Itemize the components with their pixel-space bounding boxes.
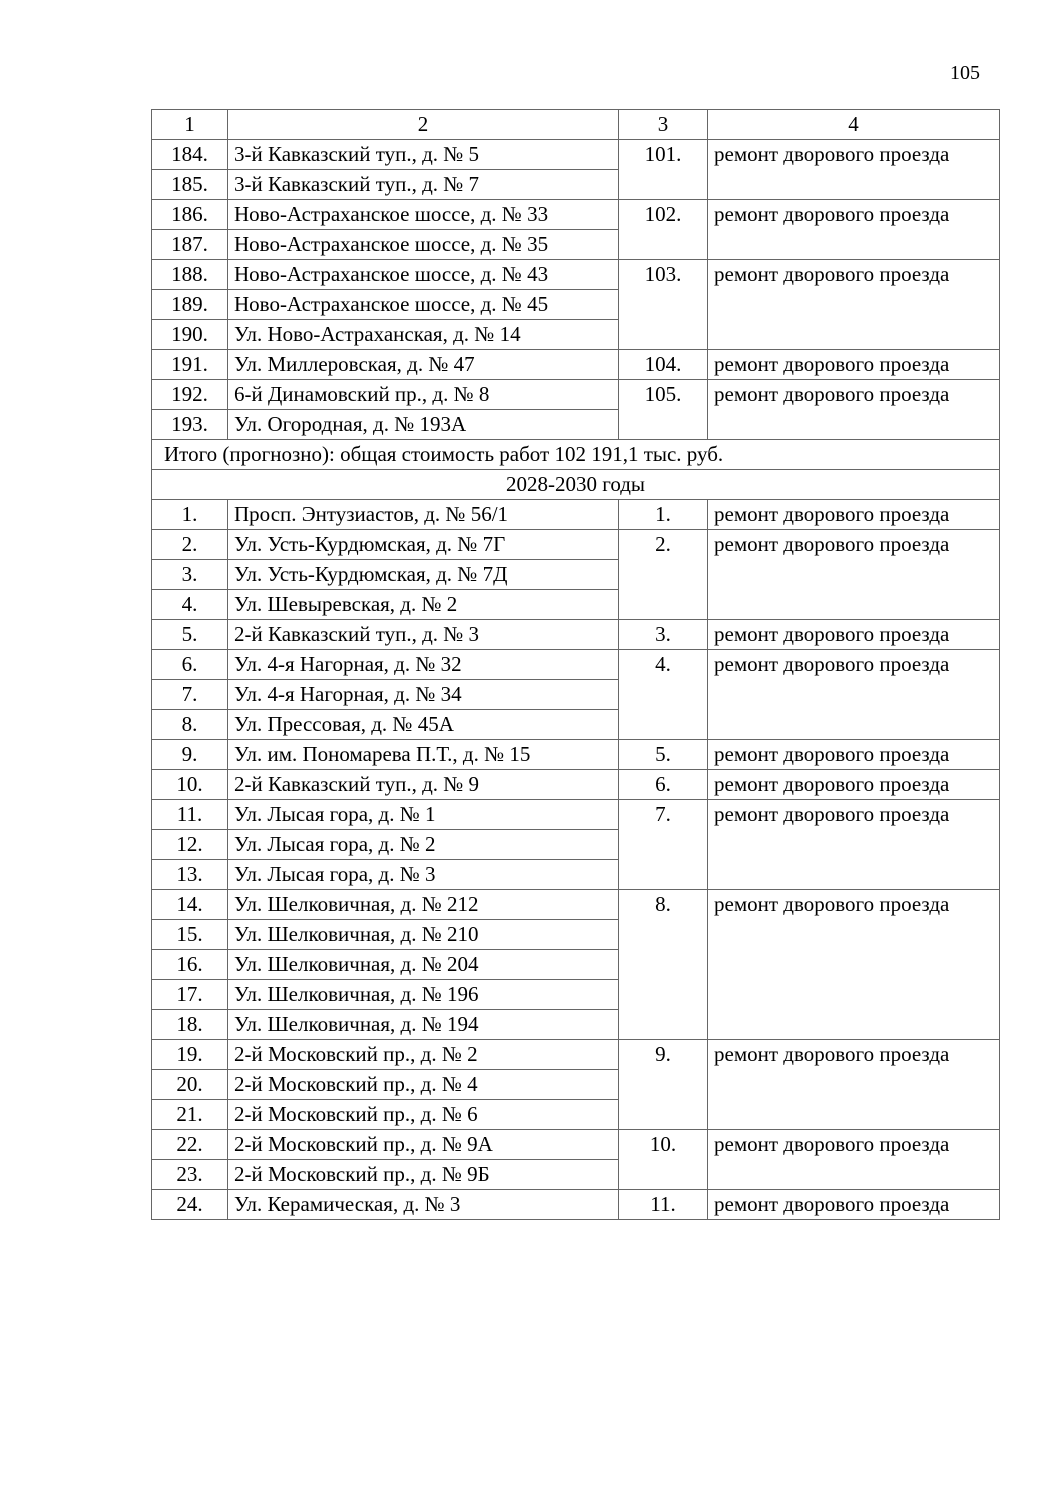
work-type-cell: ремонт дворового проезда	[708, 620, 1000, 650]
address-cell: Ново-Астраханское шоссе, д. № 43	[228, 260, 619, 290]
work-type-cell: ремонт дворового проезда	[708, 350, 1000, 380]
address-cell: Ул. им. Пономарева П.Т., д. № 15	[228, 740, 619, 770]
object-number: 104.	[619, 350, 708, 380]
object-number: 102.	[619, 200, 708, 260]
table-row	[152, 380, 1000, 410]
address-cell: Ново-Астраханское шоссе, д. № 33	[228, 200, 619, 230]
row-number: 7.	[152, 680, 228, 710]
address-cell: 2-й Московский пр., д. № 2	[228, 1040, 619, 1070]
row-number: 185.	[152, 170, 228, 200]
row-number: 1.	[152, 500, 228, 530]
row-number: 187.	[152, 230, 228, 260]
row-number: 4.	[152, 590, 228, 620]
object-number: 9.	[619, 1040, 708, 1130]
table-row	[152, 650, 1000, 680]
address-cell: Ул. Шелковичная, д. № 210	[228, 920, 619, 950]
address-cell: Ул. Усть-Курдюмская, д. № 7Д	[228, 560, 619, 590]
work-type-cell: ремонт дворового проезда	[708, 1190, 1000, 1220]
row-number: 8.	[152, 710, 228, 740]
header-cell-2: 2	[228, 110, 619, 140]
address-cell: 2-й Кавказский туп., д. № 3	[228, 620, 619, 650]
row-number: 20.	[152, 1070, 228, 1100]
table-row	[152, 1130, 1000, 1160]
row-number: 188.	[152, 260, 228, 290]
total-cost: Итого (прогнозно): общая стоимость работ 102 191,1 тыс. руб.	[152, 440, 1000, 470]
table-row	[152, 530, 1000, 560]
object-number: 5.	[619, 740, 708, 770]
address-cell: Ул. Ново-Астраханская, д. № 14	[228, 320, 619, 350]
address-cell: Ул. Керамическая, д. № 3	[228, 1190, 619, 1220]
row-number: 191.	[152, 350, 228, 380]
address-cell: Ул. Шевыревская, д. № 2	[228, 590, 619, 620]
header-cell-1: 1	[152, 110, 228, 140]
work-type-cell: ремонт дворового проезда	[708, 740, 1000, 770]
address-cell: Просп. Энтузиастов, д. № 56/1	[228, 500, 619, 530]
row-number: 12.	[152, 830, 228, 860]
object-number: 6.	[619, 770, 708, 800]
object-number: 105.	[619, 380, 708, 440]
row-number: 2.	[152, 530, 228, 560]
work-type-cell: ремонт дворового проезда	[708, 200, 1000, 260]
row-number: 184.	[152, 140, 228, 170]
address-cell: Ул. Шелковичная, д. № 204	[228, 950, 619, 980]
address-cell: 2-й Московский пр., д. № 4	[228, 1070, 619, 1100]
row-number: 23.	[152, 1160, 228, 1190]
address-cell: Ул. Шелковичная, д. № 194	[228, 1010, 619, 1040]
total-cost-row	[152, 440, 1000, 470]
work-type-cell: ремонт дворового проезда	[708, 380, 1000, 440]
object-number: 101.	[619, 140, 708, 200]
object-number: 103.	[619, 260, 708, 350]
row-number: 17.	[152, 980, 228, 1010]
object-number: 2.	[619, 530, 708, 620]
address-cell: Ул. Шелковичная, д. № 196	[228, 980, 619, 1010]
row-number: 18.	[152, 1010, 228, 1040]
table-row	[152, 1040, 1000, 1070]
address-cell: Ул. Лысая гора, д. № 1	[228, 800, 619, 830]
address-cell: Ново-Астраханское шоссе, д. № 35	[228, 230, 619, 260]
row-number: 15.	[152, 920, 228, 950]
row-number: 6.	[152, 650, 228, 680]
address-cell: Ул. 4-я Нагорная, д. № 32	[228, 650, 619, 680]
address-cell: 2-й Московский пр., д. № 9Б	[228, 1160, 619, 1190]
row-number: 22.	[152, 1130, 228, 1160]
row-number: 24.	[152, 1190, 228, 1220]
row-number: 13.	[152, 860, 228, 890]
work-type-cell: ремонт дворового проезда	[708, 890, 1000, 1040]
object-number: 11.	[619, 1190, 708, 1220]
row-number: 189.	[152, 290, 228, 320]
work-type-cell: ремонт дворового проезда	[708, 1040, 1000, 1130]
address-cell: 2-й Московский пр., д. № 6	[228, 1100, 619, 1130]
address-cell: 2-й Кавказский туп., д. № 9	[228, 770, 619, 800]
row-number: 11.	[152, 800, 228, 830]
work-type-cell: ремонт дворового проезда	[708, 1130, 1000, 1190]
table-header-row	[152, 110, 1000, 140]
address-cell: Ул. Миллеровская, д. № 47	[228, 350, 619, 380]
address-cell: 2-й Московский пр., д. № 9А	[228, 1130, 619, 1160]
row-number: 192.	[152, 380, 228, 410]
table-row	[152, 800, 1000, 830]
address-cell: Ул. Огородная, д. № 193А	[228, 410, 619, 440]
address-cell: Ул. Усть-Курдюмская, д. № 7Г	[228, 530, 619, 560]
row-number: 9.	[152, 740, 228, 770]
object-number: 3.	[619, 620, 708, 650]
object-number: 8.	[619, 890, 708, 1040]
table-body	[152, 110, 1000, 1220]
section-title-row	[152, 470, 1000, 500]
address-cell: Ул. Лысая гора, д. № 2	[228, 830, 619, 860]
table-row	[152, 140, 1000, 170]
address-cell: Ул. 4-я Нагорная, д. № 34	[228, 680, 619, 710]
row-number: 186.	[152, 200, 228, 230]
address-cell: Ново-Астраханское шоссе, д. № 45	[228, 290, 619, 320]
work-type-cell: ремонт дворового проезда	[708, 530, 1000, 620]
header-cell-4: 4	[708, 110, 1000, 140]
work-type-cell: ремонт дворового проезда	[708, 260, 1000, 350]
address-cell: 3-й Кавказский туп., д. № 7	[228, 170, 619, 200]
table-row	[152, 890, 1000, 920]
header-cell-3: 3	[619, 110, 708, 140]
object-number: 7.	[619, 800, 708, 890]
works-table	[151, 109, 1000, 1220]
work-type-cell: ремонт дворового проезда	[708, 800, 1000, 890]
address-cell: Ул. Лысая гора, д. № 3	[228, 860, 619, 890]
object-number: 4.	[619, 650, 708, 740]
table-row	[152, 260, 1000, 290]
row-number: 193.	[152, 410, 228, 440]
page-number: 105	[950, 62, 980, 84]
row-number: 190.	[152, 320, 228, 350]
table-row	[152, 200, 1000, 230]
work-type-cell: ремонт дворового проезда	[708, 500, 1000, 530]
row-number: 16.	[152, 950, 228, 980]
row-number: 14.	[152, 890, 228, 920]
object-number: 1.	[619, 500, 708, 530]
row-number: 21.	[152, 1100, 228, 1130]
row-number: 3.	[152, 560, 228, 590]
work-type-cell: ремонт дворового проезда	[708, 140, 1000, 200]
address-cell: Ул. Прессовая, д. № 45А	[228, 710, 619, 740]
row-number: 19.	[152, 1040, 228, 1070]
row-number: 5.	[152, 620, 228, 650]
address-cell: Ул. Шелковичная, д. № 212	[228, 890, 619, 920]
address-cell: 6-й Динамовский пр., д. № 8	[228, 380, 619, 410]
work-type-cell: ремонт дворового проезда	[708, 650, 1000, 740]
section-title: 2028-2030 годы	[152, 470, 1000, 500]
address-cell: 3-й Кавказский туп., д. № 5	[228, 140, 619, 170]
work-type-cell: ремонт дворового проезда	[708, 770, 1000, 800]
row-number: 10.	[152, 770, 228, 800]
object-number: 10.	[619, 1130, 708, 1190]
